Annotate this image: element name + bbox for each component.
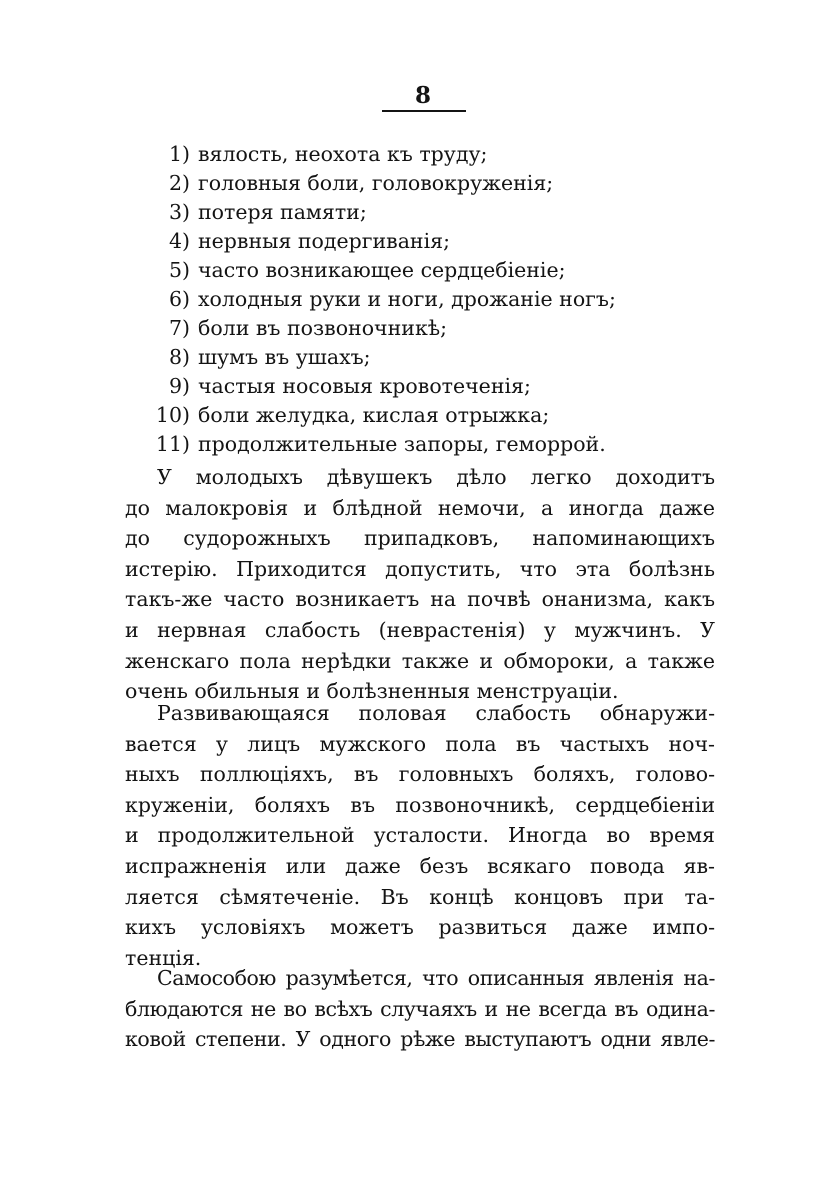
list-item [140, 140, 740, 169]
list-item-text: вялость, неохота къ труду; [198, 142, 488, 166]
list-item-number: 7) [168, 316, 190, 340]
list-item-number: 11) [155, 432, 190, 456]
paragraph-line: кихъ условіяхъ можетъ развиться даже импо- [125, 915, 715, 940]
paragraph-line: У молодыхъ дѣвушекъ дѣло легко доходитъ [157, 465, 715, 489]
list-item [140, 285, 740, 314]
list-item-number: 3) [168, 200, 190, 224]
list-item-text: потеря памяти; [198, 200, 367, 224]
paragraph-line: Развивающаяся половая слабость обнаружи- [157, 701, 715, 725]
paragraph-line: до малокровія и блѣдной немочи, а иногда даже [125, 495, 715, 520]
paragraph-line: испражненія или даже безъ всякаго повода яв- [125, 853, 715, 878]
paragraph-line: очень обильныя и болѣзненныя менструаціи. [125, 679, 619, 704]
list-item [140, 401, 740, 430]
list-item [140, 169, 740, 198]
list-item-number: 5) [168, 258, 190, 282]
list-item [140, 227, 740, 256]
list-item-text: головныя боли, головокруженія; [198, 171, 554, 195]
symptom-list [140, 140, 740, 459]
paragraph-line: и продолжительной усталости. Иногда во время [125, 823, 715, 848]
paragraph-line: женскаго пола нерѣдки также и обмороки, а также [125, 648, 715, 673]
paragraph-line: ляется сѣмятеченіе. Въ концѣ концовъ при та- [125, 884, 715, 909]
list-item-text: боли въ позвоночникѣ; [198, 316, 448, 340]
paragraph-line: до судорожныхъ припадковъ, напоминающихъ [125, 526, 715, 551]
paragraph-line: тенція. [125, 945, 202, 970]
paragraph-line: Самособою разумѣется, что описанныя явленія на- [157, 966, 715, 990]
list-item [140, 314, 740, 343]
paragraph-line: вается у лицъ мужского пола въ частыхъ ноч- [125, 731, 715, 756]
list-item-text: шумъ въ ушахъ; [198, 345, 371, 369]
list-item-text: продолжительные запоры, геморрой. [198, 432, 606, 456]
list-item-number: 8) [168, 345, 190, 369]
list-item-number: 4) [168, 229, 190, 253]
list-item-number: 1) [168, 142, 190, 166]
list-item-number: 9) [168, 374, 190, 398]
paragraph-weakness [125, 698, 715, 973]
paragraph-line: блюдаются не во всѣхъ случаяхъ и не всегда въ одина- [125, 996, 715, 1021]
list-item-text: частыя носовыя кровотеченія; [198, 374, 531, 398]
list-item [140, 430, 740, 459]
paragraph-line: круженіи, боляхъ въ позвоночникѣ, сердцебіеніи [125, 792, 715, 817]
list-item-number: 6) [168, 287, 190, 311]
paragraph-line: и нервная слабость (неврастенія) у мужчинъ. У [125, 617, 715, 642]
paragraph-line: ныхъ поллюціяхъ, въ головныхъ боляхъ, голово- [125, 762, 715, 787]
paragraph-line: истерію. Приходится допустить, что эта болѣзнь [125, 556, 715, 581]
list-item-number: 2) [168, 171, 190, 195]
page-number-rule [382, 110, 466, 112]
list-item [140, 256, 740, 285]
list-item-text: холодныя руки и ноги, дрожаніе ногъ; [198, 287, 616, 311]
list-item-number: 10) [155, 403, 190, 427]
paragraph-line: ковой степени. У одного рѣже выступаютъ одни явле- [125, 1027, 715, 1052]
list-item-text: боли желудка, кислая отрыжка; [198, 403, 550, 427]
list-item-text: нервныя подергиванія; [198, 229, 450, 253]
list-item [140, 343, 740, 372]
page-number: 8 [414, 82, 431, 109]
list-item [140, 372, 740, 401]
list-item-text: часто возникающее сердцебіеніе; [198, 258, 566, 282]
paragraph-line: такъ-же часто возникаетъ на почвѣ онанизма, какъ [125, 587, 715, 612]
paragraph-conclusion [125, 963, 715, 1055]
paragraph-girls [125, 462, 715, 707]
list-item [140, 198, 740, 227]
